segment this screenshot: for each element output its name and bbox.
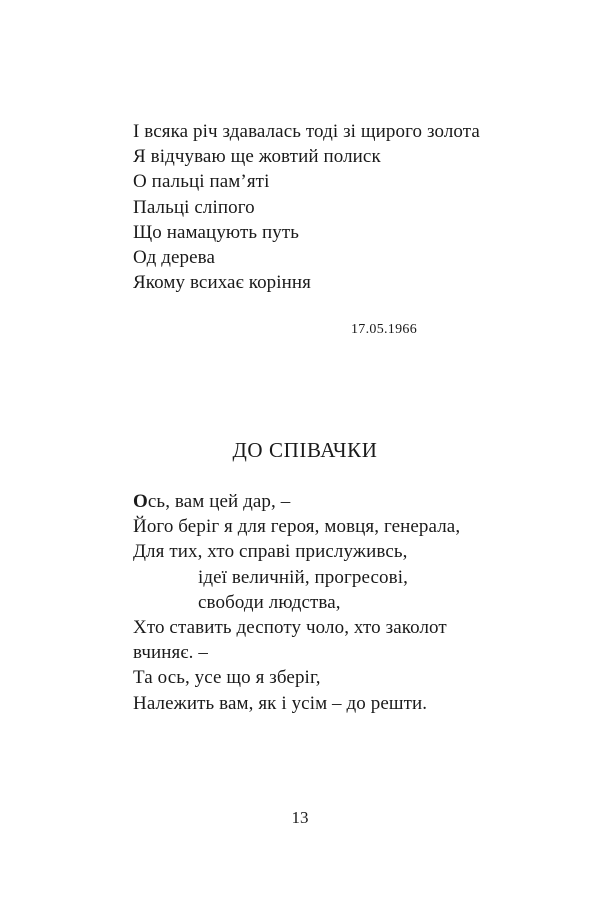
poem-line: Належить вам, як і усім – до решти. [133, 692, 428, 714]
poem-line: І всяка річ здавалась тоді зі щирого золота [133, 121, 480, 142]
poem-line-indented: ідеї величній, прогресові, [198, 566, 408, 588]
poem-date: 17.05.1966 [351, 322, 417, 337]
poem-title: ДО СПІВАЧКИ [232, 438, 378, 462]
page-number: 13 [291, 808, 309, 827]
poem-first-line [133, 489, 553, 514]
poem-line: Для тих, хто справі прислуживсь, [133, 541, 408, 563]
poem-line: Хто ставить деспоту чоло, хто заколот [133, 617, 447, 639]
poem-line: Та ось, усе що я зберіг, [133, 667, 321, 689]
poem-line-indented: свободи людства, [198, 591, 341, 613]
poem-line: Я відчуваю ще жовтий полиск [133, 146, 381, 168]
poem-line: Пальці сліпого [133, 196, 255, 218]
first-line-text: сь, вам цей дар, – [147, 491, 291, 512]
poem-fragment [133, 119, 553, 295]
poem-line: Його беріг я для героя, мовця, генерала, [133, 516, 461, 538]
poem-body [133, 489, 553, 716]
poem-line: вчиняє. – [133, 642, 208, 664]
poem-line: Од дерева [133, 247, 215, 269]
initial-letter: О [133, 491, 148, 512]
poem-line: Якому всихає коріння [133, 272, 312, 294]
poem-line: Що намацують путь [133, 221, 300, 243]
poem-line: О пальці пам’яті [133, 171, 270, 193]
